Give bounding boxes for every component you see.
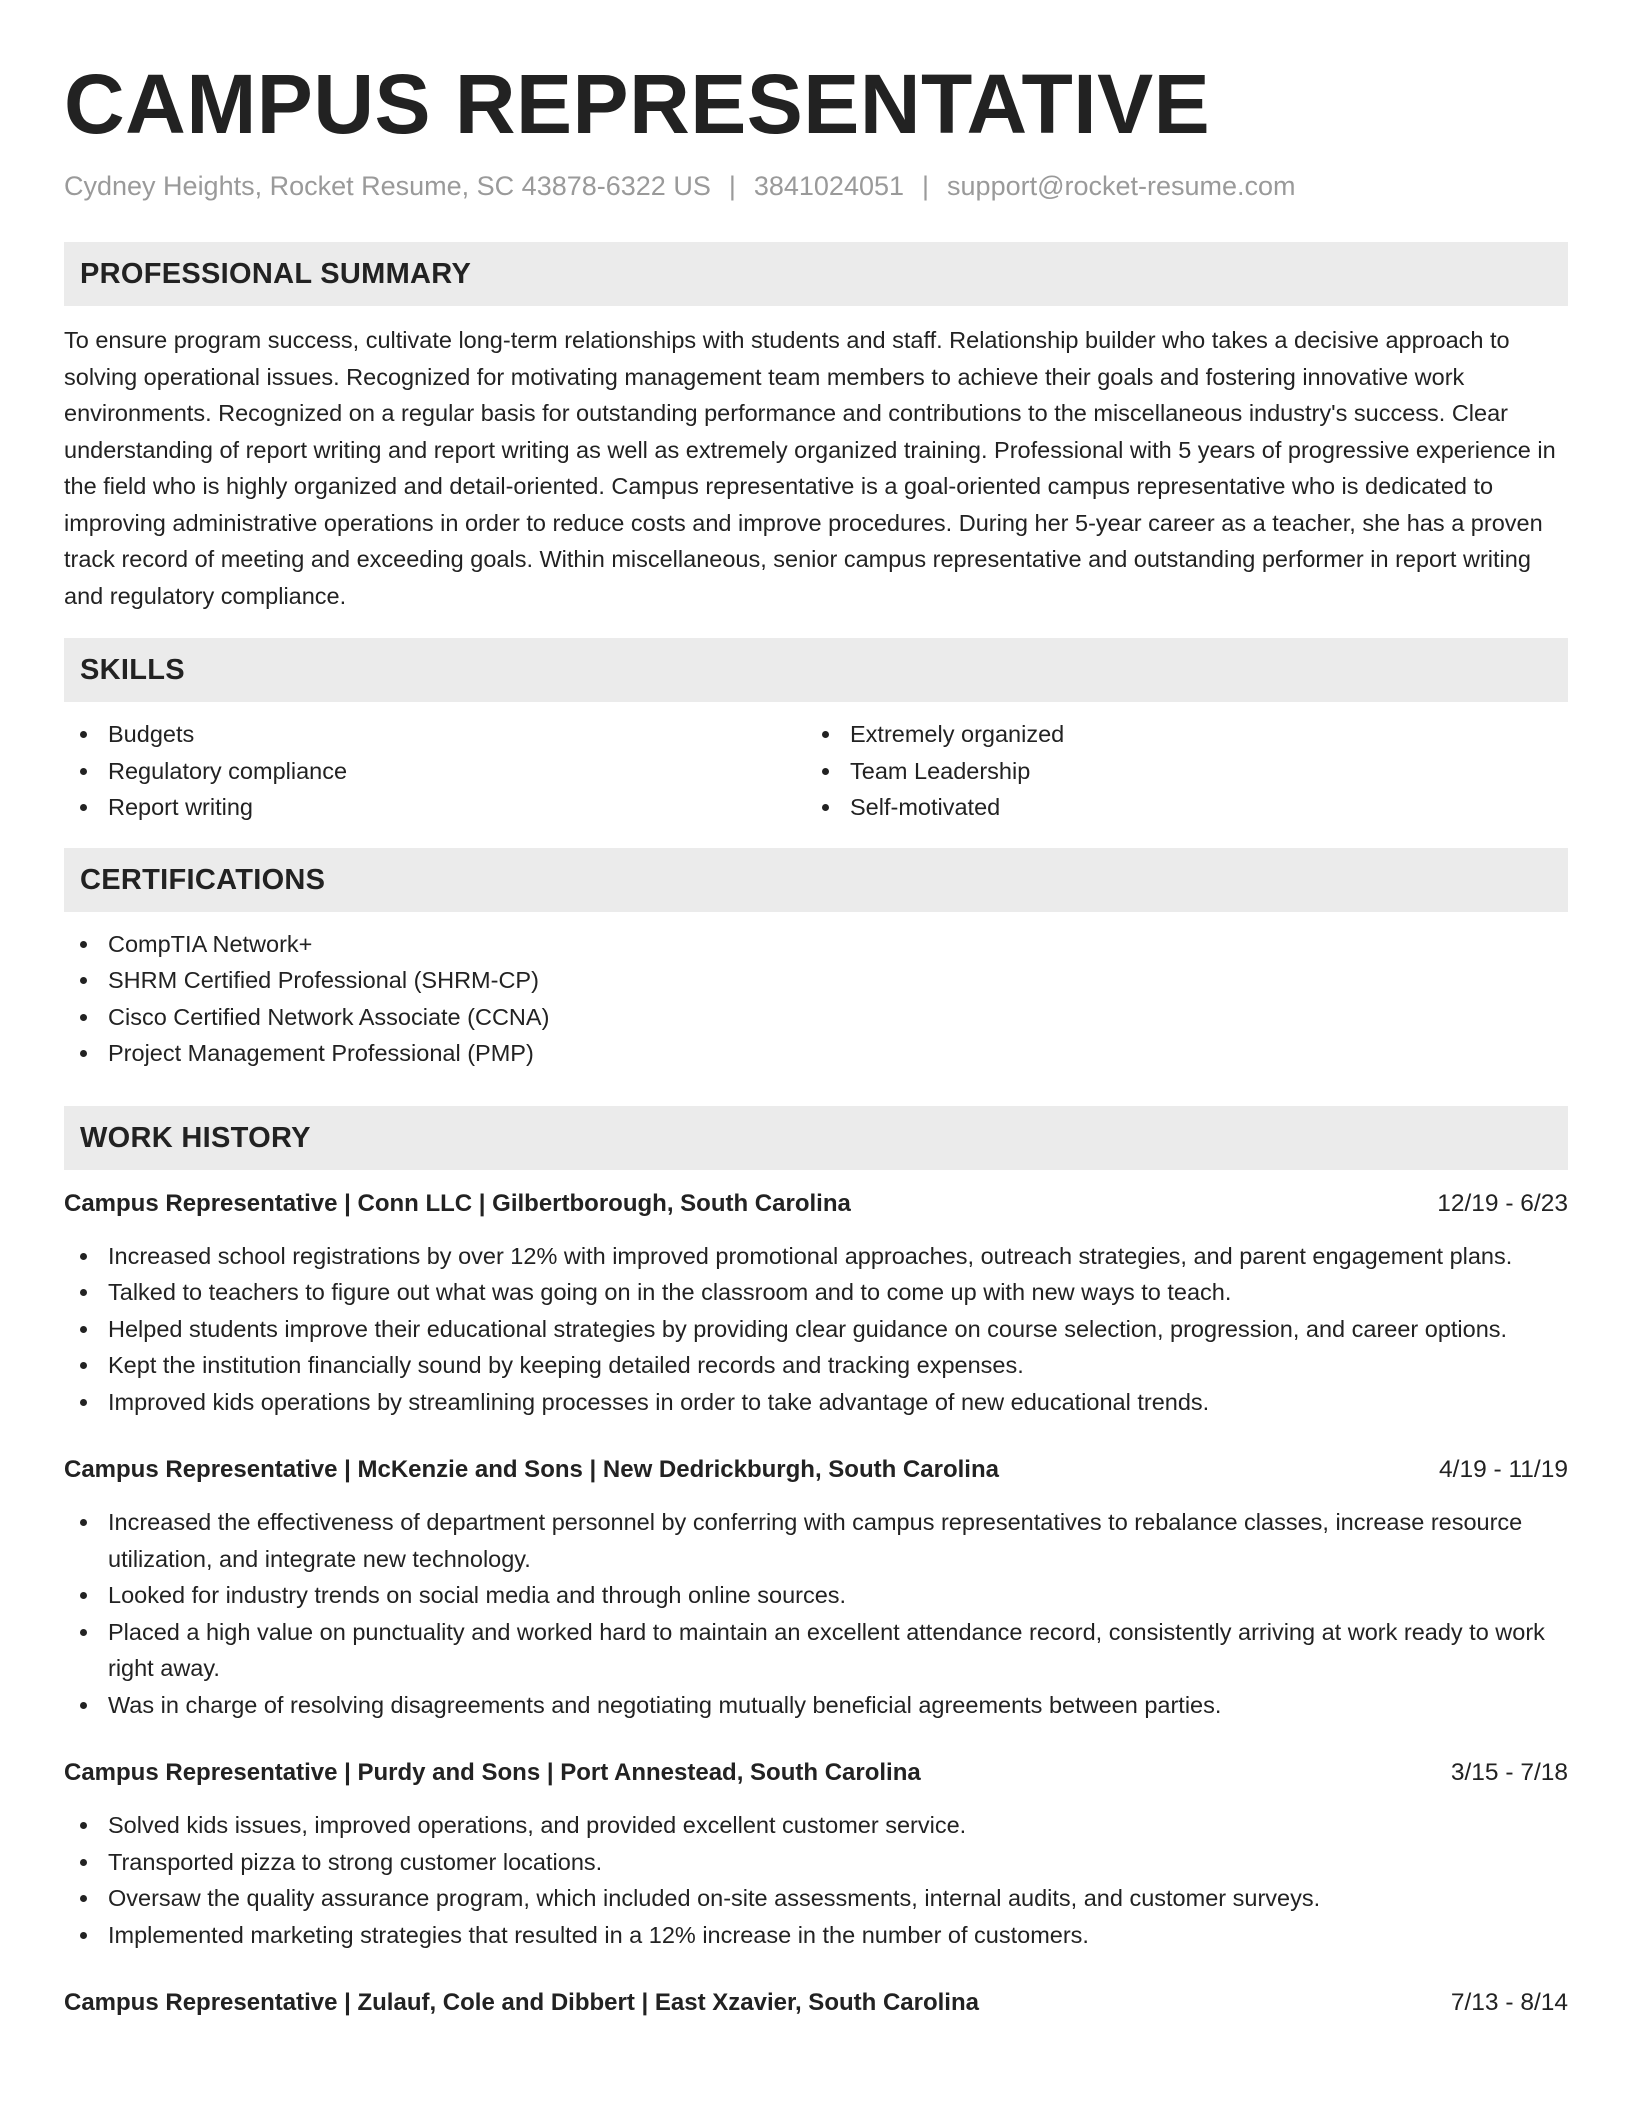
job-bullet: Kept the institution financially sound by keeping detailed records and tracking expenses. bbox=[64, 1347, 1568, 1384]
job-header bbox=[64, 1186, 1568, 1222]
skill-item: Report writing bbox=[64, 789, 806, 826]
work-history-heading: WORK HISTORY bbox=[64, 1106, 1568, 1170]
job-dates: 7/13 - 8/14 bbox=[1450, 1989, 1568, 2016]
job-bullet: Transported pizza to strong customer locations. bbox=[64, 1844, 1568, 1881]
skill-item: Team Leadership bbox=[806, 753, 1548, 790]
job-bullet: Implemented marketing strategies that resulted in a 12% increase in the number of customers. bbox=[64, 1917, 1568, 1954]
summary-heading: PROFESSIONAL SUMMARY bbox=[64, 242, 1568, 306]
skill-item: Extremely organized bbox=[806, 716, 1548, 753]
job-dates: 3/15 - 7/18 bbox=[1450, 1759, 1568, 1786]
job-title: Campus Representative | Purdy and Sons | Port Annestead, South Carolina bbox=[64, 1759, 921, 1786]
certifications-heading: CERTIFICATIONS bbox=[64, 848, 1568, 912]
job-dates: 4/19 - 11/19 bbox=[1439, 1456, 1568, 1483]
job-title: Campus Representative | Zulauf, Cole and Dibbert | East Xzavier, South Carolina bbox=[64, 1989, 979, 2016]
certifications-list bbox=[64, 926, 1568, 1072]
job-bullet: Oversaw the quality assurance program, which included on-site assessments, internal audits, and customer surveys. bbox=[64, 1880, 1568, 1917]
job-entry bbox=[64, 1186, 1568, 1421]
job-bullet-list bbox=[64, 1807, 1568, 1953]
job-bullet: Increased the effectiveness of department personnel by conferring with campus representatives to rebalance classes, increase resource utilization, and integrate new technology. bbox=[64, 1504, 1568, 1577]
certification-item: Project Management Professional (PMP) bbox=[64, 1035, 1568, 1072]
job-header bbox=[64, 1755, 1568, 1791]
contact-separator: | bbox=[728, 171, 736, 201]
contact-phone: 3841024051 bbox=[753, 171, 905, 201]
skills-column-right bbox=[806, 716, 1548, 826]
job-bullet: Placed a high value on punctuality and worked hard to maintain an excellent attendance record, consistently arriving at work ready to work right away. bbox=[64, 1614, 1568, 1687]
job-bullet: Talked to teachers to figure out what was going on in the classroom and to come up with new ways to teach. bbox=[64, 1274, 1568, 1311]
job-header bbox=[64, 1985, 1568, 2021]
job-entry bbox=[64, 1985, 1568, 2021]
contact-email[interactable]: support@rocket-resume.com bbox=[947, 171, 1296, 201]
job-bullet-list bbox=[64, 1504, 1568, 1723]
job-bullet: Looked for industry trends on social media and through online sources. bbox=[64, 1577, 1568, 1614]
job-bullet: Helped students improve their educational strategies by providing clear guidance on course selection, progression, and career options. bbox=[64, 1311, 1568, 1348]
contact-line bbox=[64, 168, 1568, 204]
job-title: Campus Representative | McKenzie and Sons | New Dedrickburgh, South Carolina bbox=[64, 1456, 999, 1483]
resume-title: CAMPUS REPRESENTATIVE bbox=[64, 57, 1211, 151]
job-bullet: Solved kids issues, improved operations, and provided excellent customer service. bbox=[64, 1807, 1568, 1844]
summary-text: To ensure program success, cultivate long-term relationships with students and staff. Relationship builder who takes a decisive approach to solving operational issues. Recognized for motivating management team members to achieve their goals and fostering innovative work environments. Recognized on a regular basis for outstanding performance and contributions to the miscellaneous industry's success. Clear understanding of report writing and report writing as well as extremely organized training. Professional with 5 years of progressive experience in the field who is highly organized and detail-oriented. Campus representative is a goal-oriented campus representative who is dedicated to improving administrative operations in order to reduce costs and improve procedures. During her 5-year career as a teacher, she has a proven track record of meeting and exceeding goals. Within miscellaneous, senior campus representative and outstanding performer in report writing and regulatory compliance. bbox=[64, 327, 1556, 609]
skills-column-left bbox=[64, 716, 806, 826]
job-bullet-list bbox=[64, 1238, 1568, 1421]
job-dates: 12/19 - 6/23 bbox=[1437, 1189, 1568, 1217]
skill-item: Budgets bbox=[64, 716, 806, 753]
job-entry bbox=[64, 1755, 1568, 1953]
skills-grid bbox=[64, 716, 1568, 826]
job-header bbox=[64, 1452, 1568, 1488]
certification-item: SHRM Certified Professional (SHRM-CP) bbox=[64, 962, 1568, 999]
job-title: Campus Representative | Conn LLC | Gilbertborough, South Carolina bbox=[64, 1189, 851, 1217]
job-entry bbox=[64, 1452, 1568, 1723]
job-bullet: Increased school registrations by over 12% with improved promotional approaches, outreach strategies, and parent engagement plans. bbox=[64, 1238, 1568, 1275]
job-bullet: Was in charge of resolving disagreements and negotiating mutually beneficial agreements between parties. bbox=[64, 1687, 1568, 1724]
resume-page bbox=[64, 0, 1568, 2021]
certification-item: CompTIA Network+ bbox=[64, 926, 1568, 963]
skill-item: Self-motivated bbox=[806, 789, 1548, 826]
skill-item: Regulatory compliance bbox=[64, 753, 806, 790]
job-bullet: Improved kids operations by streamlining processes in order to take advantage of new educational trends. bbox=[64, 1384, 1568, 1421]
contact-separator: | bbox=[922, 171, 930, 201]
contact-address: Cydney Heights, Rocket Resume, SC 43878-6322 US bbox=[64, 171, 711, 201]
skills-heading: SKILLS bbox=[64, 638, 1568, 702]
certification-item: Cisco Certified Network Associate (CCNA) bbox=[64, 999, 1568, 1036]
